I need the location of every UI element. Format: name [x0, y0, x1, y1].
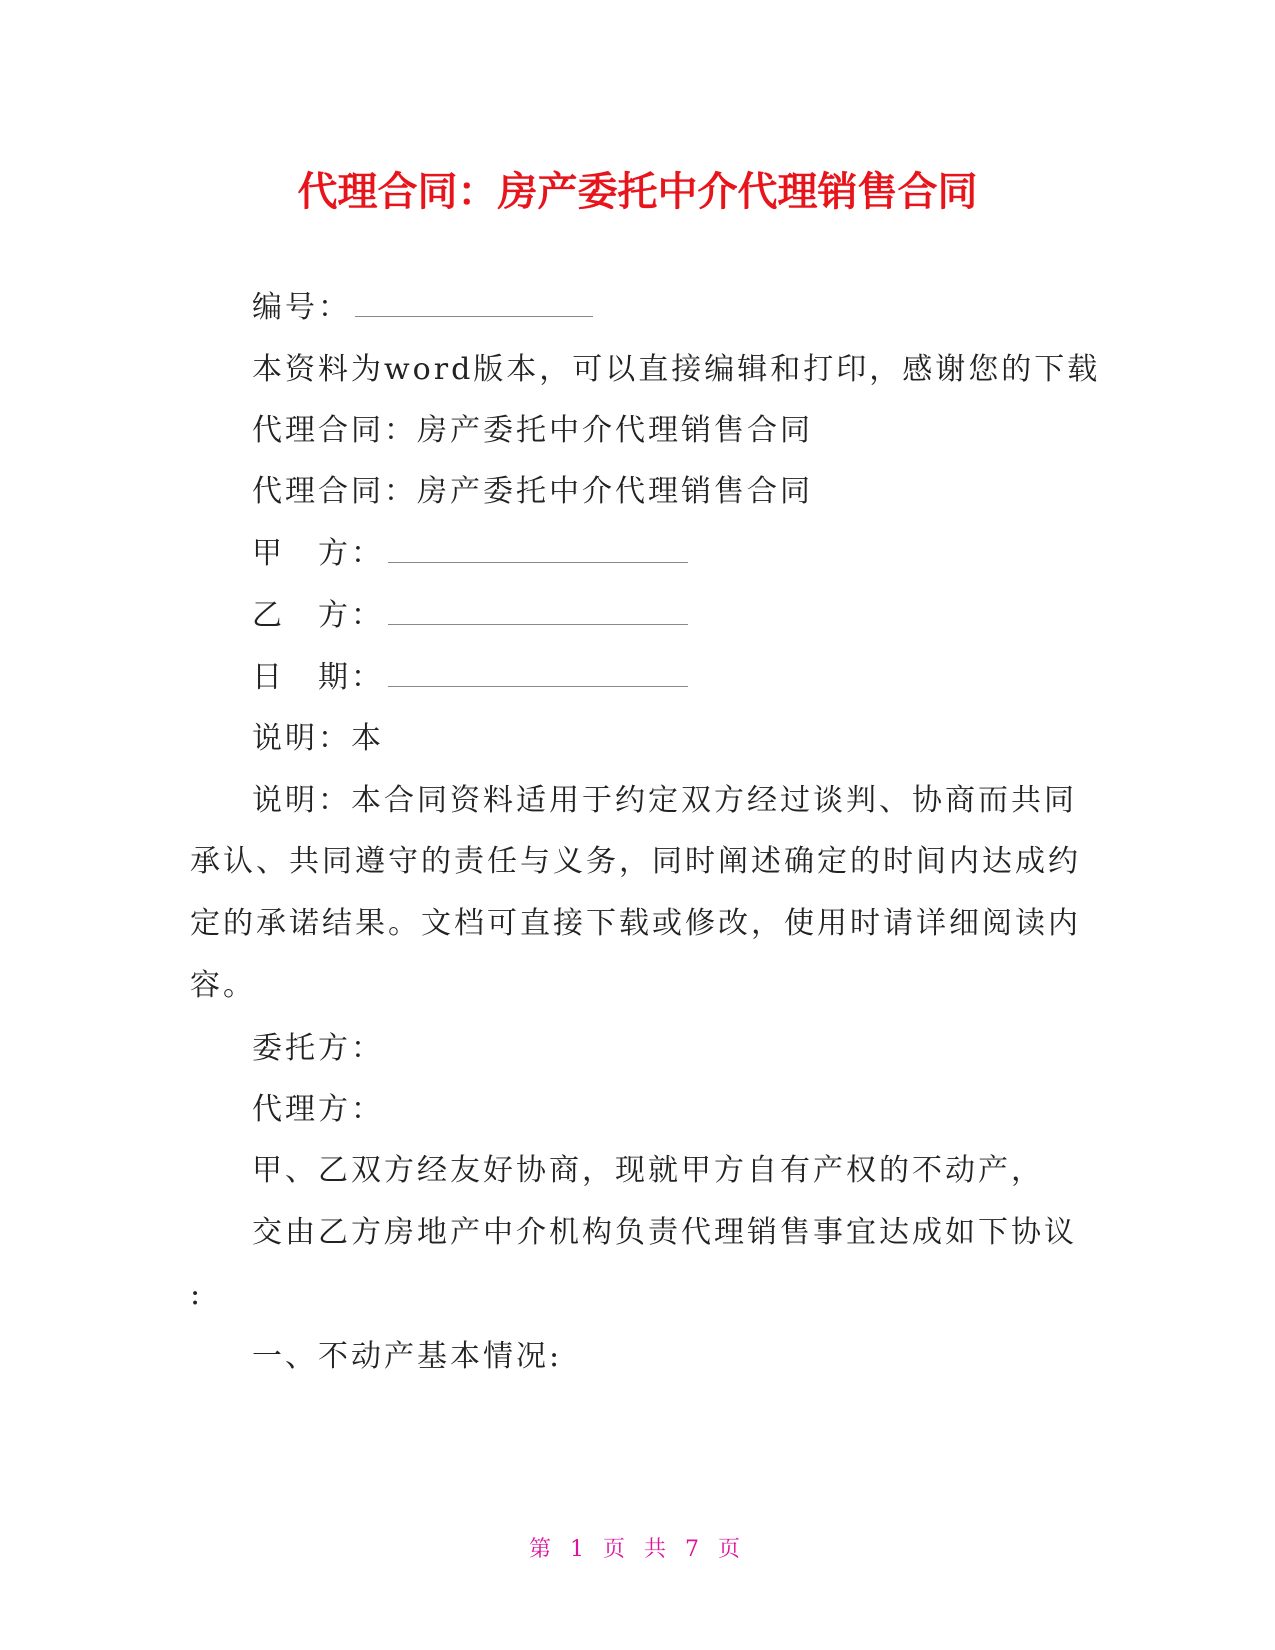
- note-short-line: 说明：本: [252, 721, 384, 756]
- number-field-row: [252, 288, 593, 328]
- party-a-field-row: [252, 534, 688, 574]
- party-b-label: 乙 方：: [252, 598, 384, 633]
- section-1-heading: 一、不动产基本情况:: [252, 1339, 563, 1374]
- agreement-line-3: :: [190, 1277, 204, 1312]
- intro-line: 本资料为word版本，可以直接编辑和打印，感谢您的下载: [252, 352, 1101, 387]
- number-blank[interactable]: [355, 288, 593, 317]
- agreement-line-2: 交由乙方房地产中介机构负责代理销售事宜达成如下协议: [252, 1215, 1077, 1250]
- note-paragraph-line-2: 承认、共同遵守的责任与义务，同时阐述确定的时间内达成约: [190, 844, 1081, 879]
- party-b-blank[interactable]: [388, 596, 688, 625]
- note-paragraph-line-3: 定的承诺结果。文档可直接下载或修改，使用时请详细阅读内: [190, 906, 1081, 941]
- date-label: 日 期：: [252, 660, 384, 695]
- party-a-blank[interactable]: [388, 534, 688, 563]
- party-a-label: 甲 方：: [252, 536, 384, 571]
- agent-line: 代理方：: [252, 1092, 384, 1127]
- date-field-row: [252, 658, 688, 698]
- party-b-field-row: [252, 596, 688, 636]
- page-footer: 第 1 页 共 7 页: [529, 1537, 746, 1562]
- client-line: 委托方：: [252, 1031, 384, 1066]
- number-label: 编号：: [252, 290, 351, 325]
- note-paragraph-line-1: 说明：本合同资料适用于约定双方经过谈判、协商而共同: [252, 783, 1077, 818]
- document-title: 代理合同：房产委托中介代理销售合同: [297, 169, 978, 215]
- heading-repeat-1: 代理合同：房产委托中介代理销售合同: [252, 413, 813, 448]
- agreement-line-1: 甲、乙双方经友好协商，现就甲方自有产权的不动产，: [252, 1153, 1044, 1188]
- heading-repeat-2: 代理合同：房产委托中介代理销售合同: [252, 474, 813, 509]
- date-blank[interactable]: [388, 658, 688, 687]
- note-paragraph-line-4: 容。: [190, 968, 256, 1003]
